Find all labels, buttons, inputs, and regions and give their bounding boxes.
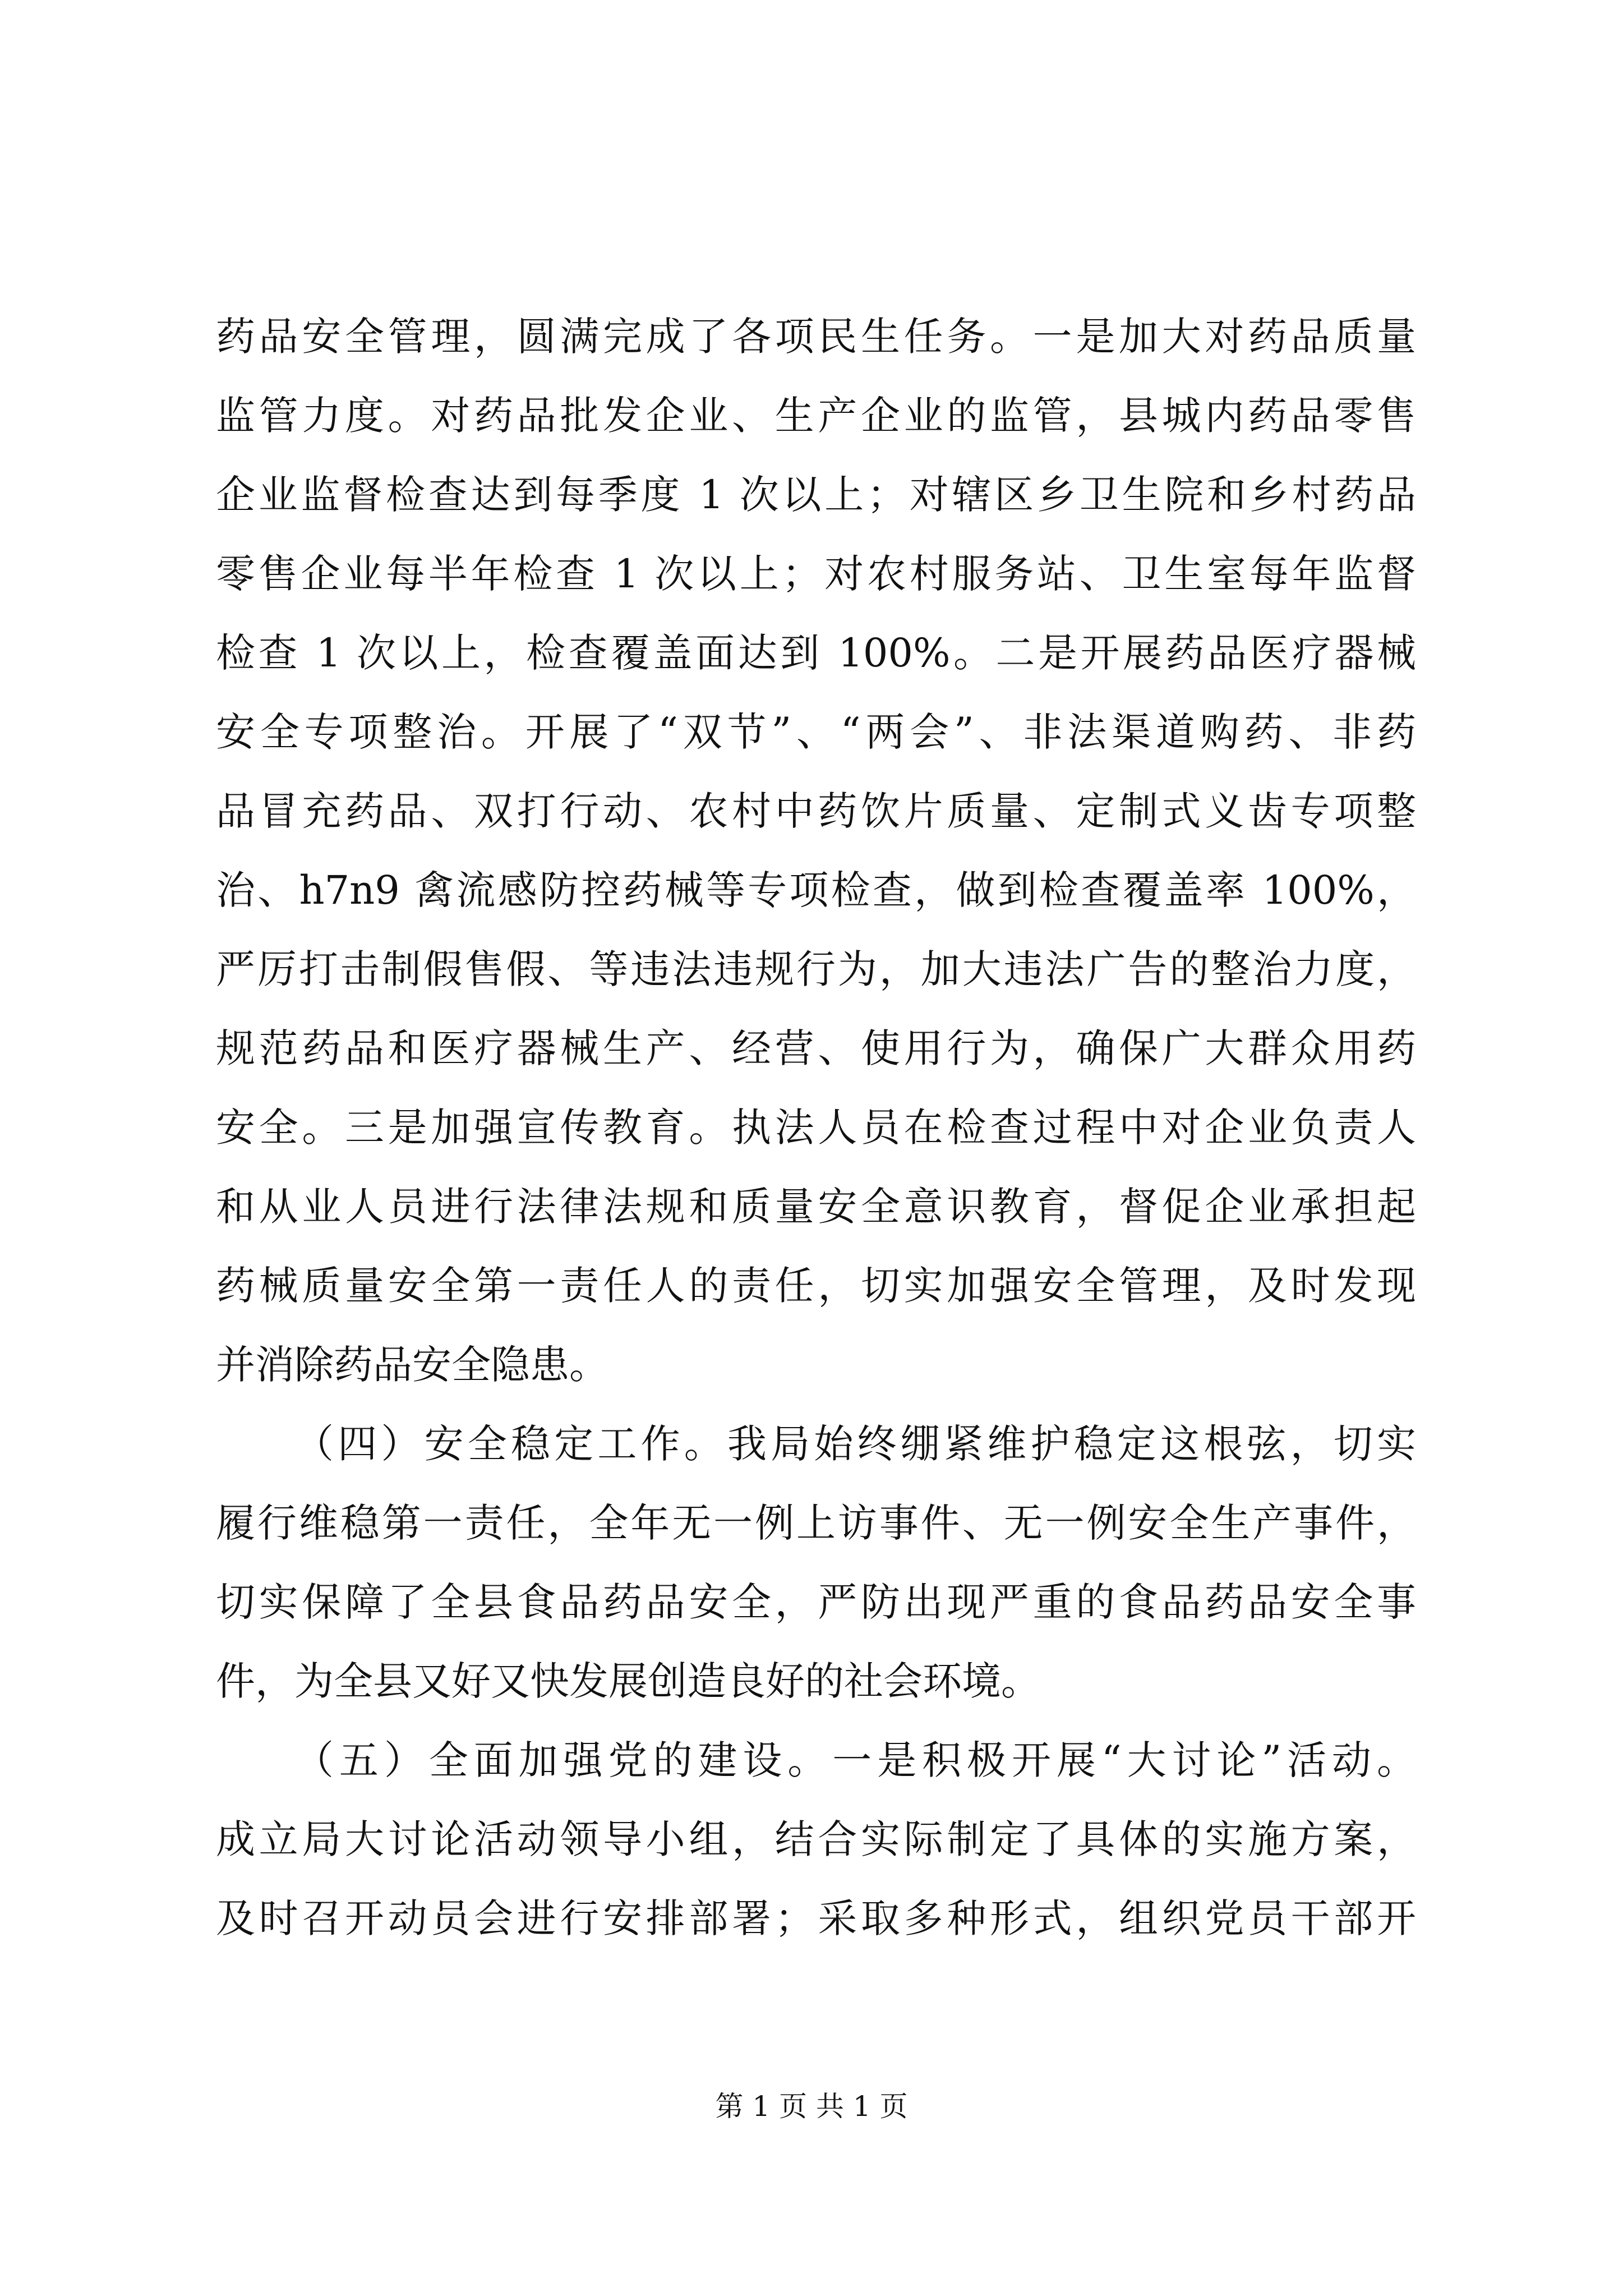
- text-line: 及时召开动员会进行安排部署；采取多种形式，组织党员干部开: [216, 1895, 1416, 1941]
- text-line: 安全专项整治。开展了“双节”、“两会”、非法渠道购药、非药: [216, 709, 1416, 755]
- text-line: 企业监督检查达到每季度 1 次以上；对辖区乡卫生院和乡村药品: [216, 472, 1416, 518]
- text-line: 零售企业每半年检查 1 次以上；对农村服务站、卫生室每年监督: [216, 551, 1416, 597]
- section-heading-line: （四）安全稳定工作。我局始终绷紧维护稳定这根弦，切实: [294, 1421, 1416, 1467]
- text-line: 并消除药品安全隐患。: [216, 1342, 608, 1388]
- text-line: 成立局大讨论活动领导小组，结合实际制定了具体的实施方案，: [216, 1816, 1416, 1862]
- text-line: 安全。三是加强宣传教育。执法人员在检查过程中对企业负责人: [216, 1105, 1416, 1151]
- text-line: 件，为全县又好又快发展创造良好的社会环境。: [216, 1658, 1040, 1704]
- text-line: 规范药品和医疗器械生产、经营、使用行为，确保广大群众用药: [216, 1025, 1416, 1071]
- text-line: 切实保障了全县食品药品安全，严防出现严重的食品药品安全事: [216, 1579, 1416, 1625]
- text-line: 品冒充药品、双打行动、农村中药饮片质量、定制式义齿专项整: [216, 788, 1416, 834]
- text-line: 严厉打击制假售假、等违法违规行为，加大违法广告的整治力度，: [216, 946, 1416, 992]
- text-line: 检查 1 次以上，检查覆盖面达到 100%。二是开展药品医疗器械: [216, 630, 1416, 676]
- text-line: 和从业人员进行法律法规和质量安全意识教育，督促企业承担起: [216, 1184, 1416, 1230]
- text-line: 履行维稳第一责任，全年无一例上访事件、无一例安全生产事件，: [216, 1500, 1416, 1546]
- text-line: 药械质量安全第一责任人的责任，切实加强安全管理，及时发现: [216, 1263, 1416, 1309]
- document-body: [216, 297, 1416, 1958]
- text-line: 治、h7n9 禽流感防控药械等专项检查，做到检查覆盖率 100%，: [216, 867, 1416, 913]
- text-line: 监管力度。对药品批发企业、生产企业的监管，县城内药品零售: [216, 393, 1416, 439]
- page-footer: 第 1 页 共 1 页: [715, 2090, 908, 2123]
- section-heading-line: （五）全面加强党的建设。一是积极开展“大讨论”活动。: [294, 1737, 1416, 1783]
- text-line: 药品安全管理，圆满完成了各项民生任务。一是加大对药品质量: [216, 314, 1416, 360]
